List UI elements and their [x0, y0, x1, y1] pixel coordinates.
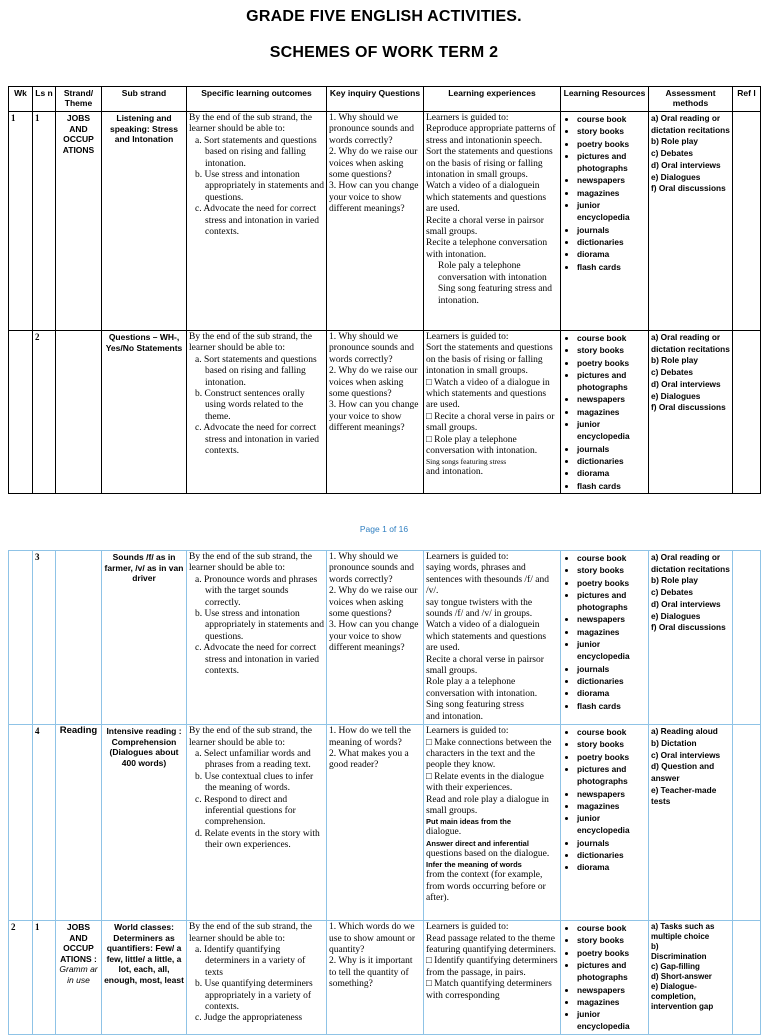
resources-cell — [561, 331, 649, 494]
experience-item: □ Watch a video of a dialogue in which statements and questions are used. — [426, 377, 550, 411]
resource-item: • pictures and photographs — [577, 589, 646, 614]
experience-item: Learners is guided to: — [426, 552, 509, 562]
experience-item: saying words, phrases and sentences with thesounds /f/ and /v/. — [426, 563, 549, 597]
assessment-cell — [649, 725, 733, 921]
document-subtitle: SCHEMES OF WORK TERM 2 — [269, 44, 499, 61]
outcome-item: b. Use stress and intonation appropriately in statements and questions. — [195, 170, 324, 203]
resource-item: • magazines — [577, 187, 646, 199]
assessment-item: c) Debates — [651, 587, 693, 598]
outcomes-cell — [187, 331, 327, 494]
resource-item: • dictionaries — [577, 849, 646, 861]
outcome-item: d. Relate events in the story with their own experiences. — [195, 828, 320, 851]
assessment-item: b) Dictation — [651, 737, 697, 748]
assessment-item: c) Oral interviews — [651, 749, 721, 760]
resource-item: • diorama — [577, 467, 646, 479]
lesson-cell: 2 — [33, 331, 56, 494]
resource-item: • magazines — [577, 626, 646, 638]
outcome-item: b. Construct sentences orally using words related to the theme. — [195, 389, 305, 422]
experience-item: Watch a video of a dialoguein which statements and questions are used. — [426, 181, 547, 215]
experience-item: Learners is guided to: — [426, 922, 509, 933]
table-row — [9, 331, 761, 494]
resource-item: • journals — [577, 224, 646, 236]
assessment-item: b) Role play — [651, 136, 699, 147]
resource-item: • story books — [577, 344, 646, 356]
inquiry-item: 2. Why do we raise our voices when asking some questions? — [329, 147, 418, 181]
assessment-item: f) Oral discussions — [651, 183, 726, 194]
inquiry-item: 2. Why is it important to tell the quantity of something? — [329, 956, 413, 990]
resource-item: • magazines — [577, 406, 646, 418]
inquiry-cell — [327, 921, 424, 1035]
assessment-cell — [649, 112, 733, 331]
resource-item: • dictionaries — [577, 675, 646, 687]
experience-item: Watch a video of a dialoguein which statements and questions are used. — [426, 620, 547, 654]
page-number: Page 1 of 16 — [359, 524, 409, 534]
resource-item: • dictionaries — [577, 236, 646, 248]
assessment-item: a) Oral reading or dictation recitations — [651, 113, 730, 135]
experience-item: □ Match quantifying determiners with corresponding — [426, 979, 552, 1001]
assessment-item: b) Role play — [651, 355, 699, 366]
outcomes-cell — [187, 725, 327, 921]
outcomes-intro: By the end of the sub strand, the learner should be able to: — [189, 726, 312, 748]
experience-item: Sort the statements and questions on the basis of rising or falling intonation in small groups. — [426, 343, 553, 377]
resource-item: • pictures and photographs — [577, 150, 646, 175]
assessment-item: f) Oral discussions — [651, 622, 726, 633]
assessment-item: a) Reading aloud — [651, 726, 718, 737]
outcome-item: a. Sort statements and questions based on rising and falling intonation. — [195, 354, 317, 388]
experience-item: questions based on the dialogue. — [426, 848, 550, 859]
inquiry-cell — [327, 331, 424, 494]
experience-item: Sing song featuring stress and intonation. — [438, 284, 552, 306]
experience-item: Sing songs featuring stress — [426, 457, 507, 467]
header-substrand: Sub strand — [102, 87, 187, 112]
experience-item: and intonation. — [426, 467, 483, 478]
assessment-item: b) — [651, 942, 659, 952]
resource-item: • course book — [577, 922, 646, 934]
resource-item: • newspapers — [577, 613, 646, 625]
experience-item: Role paly a telephone conversation with intonation — [438, 261, 547, 283]
assessment-item: c) Debates — [651, 148, 693, 159]
assessment-cell — [649, 921, 733, 1035]
resource-item: • diorama — [577, 861, 646, 873]
scheme-table-page-1 — [8, 86, 761, 494]
strand-cell: JOBS AND OCCUP ATIONS — [56, 112, 102, 331]
assessment-item: e) Dialogue-completion, intervention gap — [651, 982, 714, 1012]
lesson-cell: 1 — [33, 112, 56, 331]
week-cell: 1 — [9, 112, 33, 331]
ref-cell — [733, 112, 761, 331]
outcome-item: c. Advocate the need for correct stress and intonation in varied contexts. — [195, 204, 319, 238]
header-experiences: Learning experiences — [424, 87, 561, 112]
inquiry-item: 1. Why should we pronounce sounds and words correctly? — [329, 332, 414, 365]
assessment-item: a) Oral reading or dictation recitations — [651, 332, 730, 354]
experience-item: Read passage related to the theme featuring quantifying determiners. — [426, 933, 557, 955]
resource-item: • course book — [577, 552, 646, 564]
header-row — [9, 87, 761, 112]
inquiry-cell — [327, 551, 424, 725]
experience-item: □ Relate events in the dialogue with their experiences. — [426, 771, 544, 794]
outcome-item: a. Sort statements and questions based on rising and falling intonation. — [195, 135, 317, 169]
outcome-item: a. Select unfamiliar words and phrases from a reading text. — [195, 748, 311, 771]
outcomes-intro: By the end of the sub strand, the learner should be able to: — [189, 922, 312, 944]
ref-cell — [733, 921, 761, 1035]
resource-item: • magazines — [577, 996, 646, 1008]
experience-item: Put main ideas from the — [426, 817, 512, 827]
assessment-cell — [649, 331, 733, 494]
resource-item: • poetry books — [577, 751, 646, 763]
assessment-item: d) Oral interviews — [651, 378, 721, 389]
experiences-cell — [424, 921, 561, 1035]
inquiry-item: 2. Why do we raise our voices when asking some questions? — [329, 586, 418, 620]
experiences-cell — [424, 725, 561, 921]
experience-item: say tongue twisters with the sounds /f/ and /v/ in groups. — [426, 597, 533, 620]
lesson-cell: 4 — [33, 725, 56, 921]
assessment-item: e) Dialogues — [651, 171, 701, 182]
assessment-item: c) Gap-filling — [651, 962, 700, 972]
resource-item: • junior encyclopedia — [577, 812, 646, 837]
assessment-item: e) Teacher-made tests — [651, 784, 717, 807]
header-assessment: Assessment methods — [649, 87, 733, 112]
resource-item: • course book — [577, 726, 646, 738]
ref-cell — [733, 331, 761, 494]
lesson-cell: 3 — [33, 551, 56, 725]
experience-item: □ Role play a telephone conversation with intonation. — [426, 434, 538, 457]
experience-item: Learners is guided to: — [426, 332, 509, 342]
outcome-item: c. Judge the appropriateness — [195, 1013, 303, 1024]
resource-item: • story books — [577, 738, 646, 750]
resource-item: • dictionaries — [577, 455, 646, 467]
experiences-cell — [424, 551, 561, 725]
outcome-item: b. Use stress and intonation appropriately in statements and questions. — [195, 609, 324, 642]
substrand-cell: Questions – WH-, Yes/No Statements — [102, 331, 187, 494]
experience-item: Recite a choral verse in pairsor small groups. — [426, 654, 544, 677]
resource-item: • story books — [577, 934, 646, 946]
resource-item: • newspapers — [577, 984, 646, 996]
experience-item: Read and role play a dialogue in small groups. — [426, 794, 549, 816]
assessment-item: Discrimination — [651, 952, 707, 962]
assessment-item: a) Oral reading or dictation recitations — [651, 552, 730, 574]
substrand-cell: Sounds /f/ as in farmer, /v/ as in van driver — [102, 551, 187, 725]
inquiry-item: 2. Why do we raise our voices when asking some questions? — [329, 366, 418, 400]
assessment-item: d) Question and answer — [651, 761, 715, 783]
resources-cell — [561, 112, 649, 331]
outcome-item: c. Advocate the need for correct stress and intonation in varied contexts. — [195, 643, 319, 677]
resource-item: • newspapers — [577, 788, 646, 800]
strand-subtext: Gramm ar in use — [59, 964, 98, 985]
strand-cell — [56, 551, 102, 725]
ref-cell — [733, 551, 761, 725]
document-title: GRADE FIVE ENGLISH ACTIVITIES. — [246, 8, 522, 25]
resource-item: • poetry books — [577, 947, 646, 959]
table-row — [9, 551, 761, 725]
experience-item: Learners is guided to: — [426, 726, 509, 737]
resource-item: • journals — [577, 443, 646, 455]
assessment-item: a) Tasks such as multiple choice — [651, 922, 715, 942]
resource-item: • pictures and photographs — [577, 763, 646, 788]
assessment-item: e) Dialogues — [651, 610, 701, 621]
resource-item: • newspapers — [577, 174, 646, 186]
inquiry-item: 3. How can you change your voice to show different meanings? — [329, 620, 419, 654]
resource-item: • flash cards — [577, 480, 646, 492]
inquiry-item: 1. Why should we pronounce sounds and words correctly? — [329, 113, 414, 146]
resource-item: • junior encyclopedia — [577, 199, 646, 224]
scheme-table-page-2 — [8, 550, 761, 1035]
table-row — [9, 921, 761, 1035]
substrand-cell: Listening and speaking: Stress and Intonation — [102, 112, 187, 331]
assessment-item: d) Short-answer — [651, 972, 712, 982]
resources-cell — [561, 725, 649, 921]
outcome-item: a. Pronounce words and phrases with the target sounds correctly. — [195, 574, 318, 608]
resource-item: • flash cards — [577, 700, 646, 712]
week-cell — [9, 331, 33, 494]
resource-item: • magazines — [577, 800, 646, 812]
strand-cell — [56, 331, 102, 494]
resource-item: • poetry books — [577, 138, 646, 150]
experience-item: Sort the statements and questions on the basis of rising or falling intonation in small groups. — [426, 147, 553, 181]
table-row — [9, 112, 761, 331]
outcome-item: b. Use contextual clues to infer the meaning of words. — [195, 771, 314, 794]
resource-item: • pictures and photographs — [577, 369, 646, 394]
resource-item: • course book — [577, 332, 646, 344]
assessment-cell — [649, 551, 733, 725]
ref-cell — [733, 725, 761, 921]
outcome-item: c. Advocate the need for correct stress and intonation in varied contexts. — [195, 423, 319, 457]
inquiry-item: 1. How do we tell the meaning of words? — [329, 726, 411, 748]
resource-item: • course book — [577, 113, 646, 125]
assessment-item: f) Oral discussions — [651, 402, 726, 413]
inquiry-item: 3. How can you change your voice to show different meanings? — [329, 400, 419, 434]
outcomes-cell — [187, 921, 327, 1035]
header-wk: Wk — [9, 87, 33, 112]
header-resources: Learning Resources — [561, 87, 649, 112]
experiences-cell — [424, 331, 561, 494]
outcome-item: c. Respond to direct and inferential questions for comprehension. — [195, 794, 296, 828]
resource-item: • junior encyclopedia — [577, 638, 646, 663]
outcome-item: a. Identify quantifying determiners in a variety of texts — [195, 944, 306, 978]
week-cell: 2 — [9, 921, 33, 1035]
table-row — [9, 725, 761, 921]
resource-item: • diorama — [577, 687, 646, 699]
resource-item: • poetry books — [577, 577, 646, 589]
resource-item: • newspapers — [577, 393, 646, 405]
outcomes-intro: By the end of the sub strand, the learner should be able to: — [189, 113, 312, 135]
header-strand: Strand/ Theme — [56, 87, 102, 112]
experience-item: □ Recite a choral verse in pairs or small groups. — [426, 411, 555, 434]
experience-item: dialogue. — [426, 827, 462, 838]
header-ref: Ref l — [733, 87, 761, 112]
experience-item: Infer the meaning of words — [426, 860, 522, 870]
experience-item: Learners is guided to: — [426, 113, 509, 123]
experience-item: Answer direct and inferential — [426, 838, 529, 848]
header-inquiry: Key inquiry Questions — [327, 87, 424, 112]
resource-item: • flash cards — [577, 261, 646, 273]
resource-item: • pictures and photographs — [577, 959, 646, 984]
outcomes-cell — [187, 112, 327, 331]
assessment-item: d) Oral interviews — [651, 598, 721, 609]
resource-item: • junior encyclopedia — [577, 1008, 646, 1033]
experiences-cell — [424, 112, 561, 331]
inquiry-item: 3. How can you change your voice to show different meanings? — [329, 181, 419, 215]
strand-cell: Reading — [56, 725, 102, 921]
experience-item: □ Identify quantifying determiners from the passage, in pairs. — [426, 956, 558, 978]
header-lesson: Ls n — [33, 87, 56, 112]
resource-item: • poetry books — [577, 357, 646, 369]
substrand-cell: Intensive reading : Comprehension (Dialogues about 400 words) — [102, 725, 187, 921]
inquiry-cell — [327, 112, 424, 331]
assessment-item: c) Debates — [651, 367, 693, 378]
resource-item: • journals — [577, 663, 646, 675]
experience-item: Sing song featuring stress — [426, 700, 524, 711]
experience-item: Role play a a telephone conversation with intonation. — [426, 677, 538, 699]
experience-item: Recite a telephone conversation with intonation. — [426, 238, 548, 260]
assessment-item: e) Dialogues — [651, 390, 701, 401]
lesson-cell: 1 — [33, 921, 56, 1035]
experience-item: □ Make connections between the characters in the text and the people they know. — [426, 737, 552, 771]
strand-text: JOBS AND OCCUP ATIONS : — [60, 922, 97, 964]
experience-item: Reproduce appropriate patterns of stress and intonationin speech. — [426, 124, 556, 146]
resource-item: • journals — [577, 837, 646, 849]
resource-item: • junior encyclopedia — [577, 418, 646, 443]
assessment-item: d) Oral interviews — [651, 159, 721, 170]
experience-item: and intonation. — [426, 711, 483, 722]
resource-item: • story books — [577, 125, 646, 137]
resources-cell — [561, 551, 649, 725]
inquiry-item: 2. What makes you a good reader? — [329, 748, 409, 771]
strand-cell — [56, 921, 102, 1035]
week-cell — [9, 725, 33, 921]
inquiry-cell — [327, 725, 424, 921]
inquiry-item: 1. Which words do we use to show amount or quantity? — [329, 922, 416, 955]
substrand-cell: World classes: Determiners as quantifiers: Few/ a few, little/ a little, a lot, each, all, enough, most, least — [102, 921, 187, 1035]
outcomes-intro: By the end of the sub strand, the learner should be able to: — [189, 332, 312, 354]
outcomes-intro: By the end of the sub strand, the learner should be able to: — [189, 552, 312, 574]
experience-item: Recite a choral verse in pairsor small groups. — [426, 215, 544, 238]
resource-item: • diorama — [577, 248, 646, 260]
inquiry-item: 1. Why should we pronounce sounds and words correctly? — [329, 552, 414, 585]
resource-item: • story books — [577, 564, 646, 576]
outcome-item: b. Use quantifying determiners appropriately in a variety of contexts. — [195, 979, 313, 1012]
header-outcomes: Specific learning outcomes — [187, 87, 327, 112]
resources-cell — [561, 921, 649, 1035]
experience-item: from the context (for example, from words occurring before or after). — [426, 870, 546, 903]
outcomes-cell — [187, 551, 327, 725]
week-cell — [9, 551, 33, 725]
assessment-item: b) Role play — [651, 575, 699, 586]
